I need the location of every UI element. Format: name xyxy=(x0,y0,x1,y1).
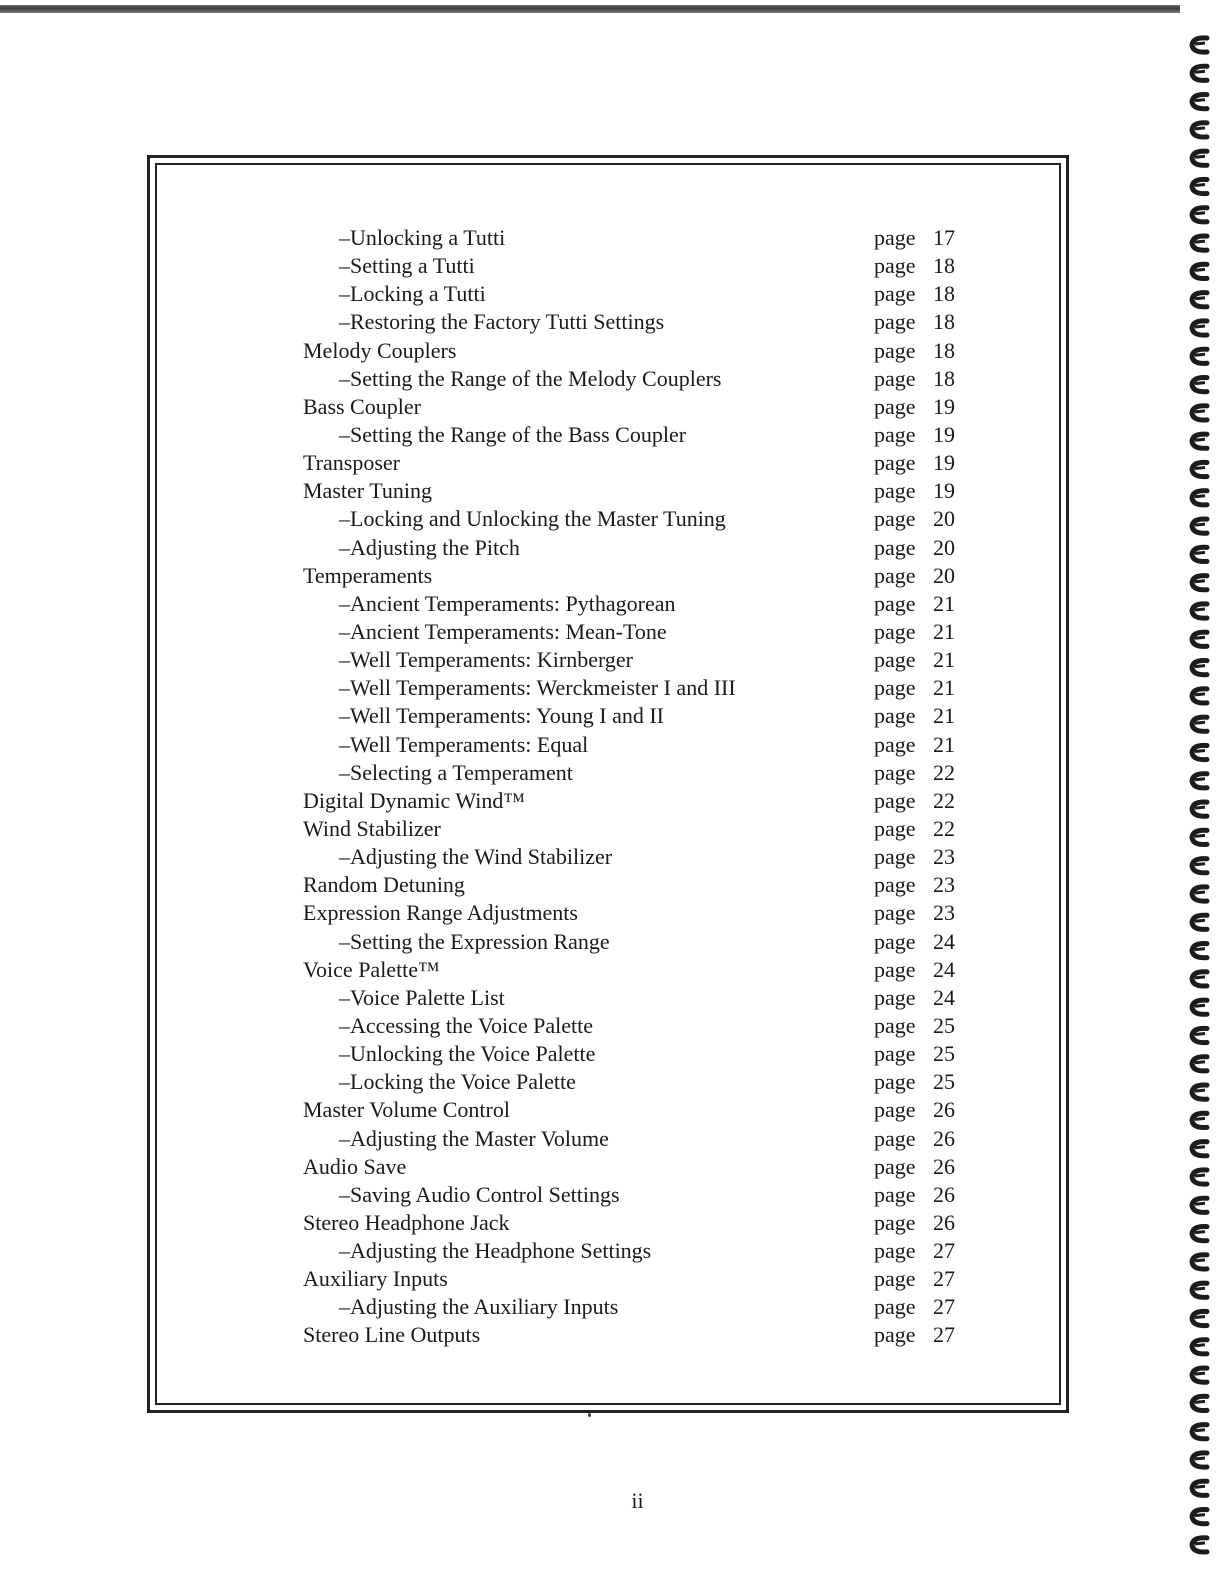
binding-ring xyxy=(1192,491,1207,505)
toc-page-number: 18 xyxy=(933,253,955,279)
toc-entry-title: –Adjusting the Auxiliary Inputs xyxy=(339,1294,619,1320)
toc-subentry xyxy=(303,702,1003,730)
binding-ring xyxy=(1192,1255,1207,1269)
toc-entry-title: Melody Couplers xyxy=(303,337,457,363)
toc-entry-title: –Setting the Range of the Melody Couplers xyxy=(339,365,722,391)
toc-page-label: page xyxy=(874,1069,916,1095)
toc-entry xyxy=(303,956,1003,984)
toc-entry-title: Transposer xyxy=(303,450,400,476)
binding-ring xyxy=(1192,1538,1207,1552)
toc-subentry xyxy=(303,843,1003,871)
toc-subentry xyxy=(303,365,1003,393)
toc-entry-title: Digital Dynamic Wind™ xyxy=(303,787,525,813)
toc-entry-title: Auxiliary Inputs xyxy=(303,1266,448,1292)
toc-page-number: 19 xyxy=(933,450,955,476)
toc-page-label: page xyxy=(874,956,916,982)
toc-page-number: 21 xyxy=(933,675,955,701)
binding-ring xyxy=(1192,1057,1207,1071)
binding-ring xyxy=(1192,943,1207,957)
binding-ring xyxy=(1192,1198,1207,1212)
spiral-binding xyxy=(1171,30,1221,1575)
toc-page-label: page xyxy=(874,253,916,279)
binding-ring xyxy=(1192,1340,1207,1354)
toc-page-number: 21 xyxy=(933,703,955,729)
toc-page-number: 19 xyxy=(933,421,955,447)
toc-page-label: page xyxy=(874,759,916,785)
toc-entry-title: –Unlocking a Tutti xyxy=(339,225,506,250)
toc-page-label: page xyxy=(874,562,916,588)
binding-ring xyxy=(1192,208,1207,222)
toc-page-label: page xyxy=(874,900,916,926)
binding-ring xyxy=(1192,1368,1207,1382)
toc-entry-title: Master Volume Control xyxy=(303,1097,510,1123)
toc-subentry xyxy=(303,252,1003,280)
toc-page-label: page xyxy=(874,928,916,954)
toc-entry-title: –Setting a Tutti xyxy=(339,253,475,279)
toc-page-label: page xyxy=(874,731,916,757)
toc-page-label: page xyxy=(874,1041,916,1067)
toc-entry-title: Temperaments xyxy=(303,562,433,588)
toc-subentry xyxy=(303,1012,1003,1040)
toc-page-label: page xyxy=(874,478,916,504)
toc-entry-title: –Ancient Temperaments: Pythagorean xyxy=(339,590,676,616)
toc-page-number: 26 xyxy=(933,1097,955,1123)
binding-ring xyxy=(1192,774,1207,788)
toc-entry-title: –Adjusting the Master Volume xyxy=(339,1125,609,1151)
toc-subentry xyxy=(303,674,1003,702)
binding-ring xyxy=(1192,1226,1207,1240)
toc-subentry xyxy=(303,759,1003,787)
binding-ring xyxy=(1192,1396,1207,1410)
binding-ring xyxy=(1192,321,1207,335)
binding-ring xyxy=(1192,632,1207,646)
toc-page-number: 18 xyxy=(933,309,955,335)
toc-subentry xyxy=(303,224,1003,252)
toc-page-number: 19 xyxy=(933,478,955,504)
toc-page-label: page xyxy=(874,844,916,870)
toc-page-number: 22 xyxy=(933,787,955,813)
toc-page-label: page xyxy=(874,421,916,447)
binding-ring xyxy=(1192,576,1207,590)
toc-page-number: 20 xyxy=(933,506,955,532)
toc-page-label: page xyxy=(874,1209,916,1235)
toc-subentry xyxy=(303,1237,1003,1265)
toc-subentry xyxy=(303,646,1003,674)
toc-page-number: 21 xyxy=(933,731,955,757)
scan-top-edge xyxy=(0,5,1180,13)
toc-page-number: 25 xyxy=(933,1041,955,1067)
toc-page-label: page xyxy=(874,1125,916,1151)
binding-ring xyxy=(1192,236,1207,250)
toc-entry-title: –Unlocking the Voice Palette xyxy=(339,1041,596,1067)
toc-page-number: 19 xyxy=(933,393,955,419)
toc-page-number: 21 xyxy=(933,647,955,673)
toc-page-number: 24 xyxy=(933,928,955,954)
toc-page-label: page xyxy=(874,647,916,673)
toc-subentry xyxy=(303,1068,1003,1096)
toc-page-label: page xyxy=(874,506,916,532)
toc-page-label: page xyxy=(874,393,916,419)
toc-page-label: page xyxy=(874,337,916,363)
toc-page-number: 18 xyxy=(933,337,955,363)
toc-page-number: 22 xyxy=(933,759,955,785)
toc-page-number: 23 xyxy=(933,900,955,926)
toc-entry-title: –Voice Palette List xyxy=(339,984,505,1010)
toc-entry xyxy=(303,1209,1003,1237)
toc-entry-title: –Accessing the Voice Palette xyxy=(339,1012,593,1038)
binding-ring xyxy=(1192,1142,1207,1156)
toc-entry xyxy=(303,337,1003,365)
toc-page-number: 27 xyxy=(933,1238,955,1264)
toc-page-label: page xyxy=(874,872,916,898)
binding-ring xyxy=(1192,377,1207,391)
toc-page-label: page xyxy=(874,984,916,1010)
toc-entry xyxy=(303,449,1003,477)
toc-page-number: 17 xyxy=(933,225,955,250)
toc-entry-title: –Restoring the Factory Tutti Settings xyxy=(339,309,665,335)
binding-ring xyxy=(1192,349,1207,363)
toc-page-label: page xyxy=(874,675,916,701)
toc-entry xyxy=(303,871,1003,899)
toc-page-number: 24 xyxy=(933,956,955,982)
binding-ring xyxy=(1192,689,1207,703)
toc-subentry xyxy=(303,421,1003,449)
table-of-contents xyxy=(303,224,1003,1350)
binding-ring xyxy=(1192,915,1207,929)
binding-ring xyxy=(1192,1028,1207,1042)
toc-page-number: 26 xyxy=(933,1181,955,1207)
binding-ring xyxy=(1192,547,1207,561)
toc-entry-title: Master Tuning xyxy=(303,478,432,504)
binding-ring xyxy=(1192,1113,1207,1127)
toc-entry-title: –Well Temperaments: Kirnberger xyxy=(339,647,634,673)
toc-page-number: 18 xyxy=(933,281,955,307)
toc-page-number: 24 xyxy=(933,984,955,1010)
toc-page-number: 27 xyxy=(933,1294,955,1320)
toc-entry-title: –Well Temperaments: Young I and II xyxy=(339,703,665,729)
toc-entry-title: –Well Temperaments: Equal xyxy=(339,731,589,757)
toc-entry-title: Bass Coupler xyxy=(303,393,421,419)
toc-page-number: 21 xyxy=(933,590,955,616)
toc-page-number: 26 xyxy=(933,1125,955,1151)
toc-page-label: page xyxy=(874,815,916,841)
toc-page-label: page xyxy=(874,1238,916,1264)
toc-page-number: 20 xyxy=(933,534,955,560)
toc-page-number: 27 xyxy=(933,1266,955,1292)
binding-ring xyxy=(1192,179,1207,193)
toc-entry-title: –Saving Audio Control Settings xyxy=(339,1181,620,1207)
toc-entry-title: –Setting the Range of the Bass Coupler xyxy=(339,421,687,447)
toc-page-label: page xyxy=(874,1181,916,1207)
toc-page-label: page xyxy=(874,1012,916,1038)
binding-ring xyxy=(1192,972,1207,986)
binding-ring xyxy=(1192,519,1207,533)
binding-ring xyxy=(1192,1453,1207,1467)
toc-entry xyxy=(303,1321,1003,1349)
binding-ring xyxy=(1192,94,1207,108)
toc-entry xyxy=(303,562,1003,590)
toc-page-number: 23 xyxy=(933,844,955,870)
toc-subentry xyxy=(303,618,1003,646)
toc-entry-title: –Ancient Temperaments: Mean-Tone xyxy=(339,618,667,644)
binding-ring xyxy=(1192,830,1207,844)
binding-ring xyxy=(1192,406,1207,420)
toc-subentry xyxy=(303,1125,1003,1153)
toc-subentry xyxy=(303,1040,1003,1068)
toc-page-label: page xyxy=(874,225,916,250)
binding-ring xyxy=(1192,745,1207,759)
toc-subentry xyxy=(303,590,1003,618)
toc-page-label: page xyxy=(874,787,916,813)
toc-entry-title: –Adjusting the Pitch xyxy=(339,534,520,560)
toc-subentry xyxy=(303,308,1003,336)
toc-page-label: page xyxy=(874,590,916,616)
scan-speck xyxy=(588,1413,591,1417)
toc-page-number: 23 xyxy=(933,872,955,898)
toc-entry-title: –Locking and Unlocking the Master Tuning xyxy=(339,506,726,532)
toc-page-number: 26 xyxy=(933,1153,955,1179)
toc-page-label: page xyxy=(874,618,916,644)
toc-entry-title: Voice Palette™ xyxy=(303,956,440,982)
binding-ring xyxy=(1192,123,1207,137)
toc-subentry xyxy=(303,731,1003,759)
toc-entry-title: –Setting the Expression Range xyxy=(339,928,610,954)
toc-page-number: 25 xyxy=(933,1012,955,1038)
toc-entry-title: Audio Save xyxy=(303,1153,407,1179)
toc-page-number: 18 xyxy=(933,365,955,391)
binding-ring xyxy=(1192,1311,1207,1325)
toc-entry-title: –Locking a Tutti xyxy=(339,281,486,307)
toc-page-label: page xyxy=(874,703,916,729)
binding-ring xyxy=(1192,151,1207,165)
binding-ring xyxy=(1192,717,1207,731)
toc-page-number: 20 xyxy=(933,562,955,588)
page-number: ii xyxy=(631,1488,644,1513)
toc-entry xyxy=(303,393,1003,421)
toc-entry-title: Stereo Headphone Jack xyxy=(303,1209,510,1235)
toc-subentry xyxy=(303,505,1003,533)
toc-subentry xyxy=(303,1181,1003,1209)
toc-page-label: page xyxy=(874,309,916,335)
toc-page-label: page xyxy=(874,1097,916,1123)
binding-ring xyxy=(1192,66,1207,80)
spiral-binding-graphic xyxy=(1171,30,1221,1575)
binding-ring xyxy=(1192,660,1207,674)
toc-page-label: page xyxy=(874,450,916,476)
toc-page-label: page xyxy=(874,1266,916,1292)
toc-page-number: 21 xyxy=(933,618,955,644)
toc-entry-title: –Adjusting the Wind Stabilizer xyxy=(339,844,613,870)
toc-entry xyxy=(303,1096,1003,1124)
toc-entry-title: –Locking the Voice Palette xyxy=(339,1069,576,1095)
binding-ring xyxy=(1192,434,1207,448)
toc-entry-title: –Well Temperaments: Werckmeister I and III xyxy=(339,675,736,701)
binding-ring xyxy=(1192,462,1207,476)
toc-entry xyxy=(303,1153,1003,1181)
toc-entry xyxy=(303,1265,1003,1293)
binding-ring xyxy=(1192,887,1207,901)
toc-entry xyxy=(303,899,1003,927)
binding-ring xyxy=(1192,1425,1207,1439)
toc-subentry xyxy=(303,534,1003,562)
toc-page-label: page xyxy=(874,365,916,391)
binding-ring xyxy=(1192,293,1207,307)
binding-ring xyxy=(1192,859,1207,873)
binding-ring xyxy=(1192,264,1207,278)
toc-subentry xyxy=(303,928,1003,956)
toc-page-label: page xyxy=(874,1153,916,1179)
binding-ring xyxy=(1192,604,1207,618)
binding-ring xyxy=(1192,1170,1207,1184)
toc-page-label: page xyxy=(874,1294,916,1320)
toc-entry xyxy=(303,477,1003,505)
toc-subentry xyxy=(303,280,1003,308)
binding-ring xyxy=(1192,1283,1207,1297)
binding-ring xyxy=(1192,1085,1207,1099)
toc-entry xyxy=(303,815,1003,843)
toc-page-label: page xyxy=(874,534,916,560)
toc-page-number: 27 xyxy=(933,1322,955,1348)
binding-ring xyxy=(1192,38,1207,52)
toc-entry-title: –Adjusting the Headphone Settings xyxy=(339,1238,652,1264)
toc-page-number: 26 xyxy=(933,1209,955,1235)
toc-entry-title: Random Detuning xyxy=(303,872,465,898)
toc-entry-title: –Selecting a Temperament xyxy=(339,759,573,785)
toc-page-number: 22 xyxy=(933,815,955,841)
toc-page-number: 25 xyxy=(933,1069,955,1095)
toc-subentry xyxy=(303,1293,1003,1321)
binding-ring xyxy=(1192,802,1207,816)
binding-ring xyxy=(1192,1000,1207,1014)
toc-entry-title: Expression Range Adjustments xyxy=(303,900,578,926)
toc-entry-title: Wind Stabilizer xyxy=(303,815,441,841)
toc-page-label: page xyxy=(874,281,916,307)
toc-entry xyxy=(303,787,1003,815)
toc-entry-title: Stereo Line Outputs xyxy=(303,1322,481,1348)
toc-page-label: page xyxy=(874,1322,916,1348)
toc-subentry xyxy=(303,984,1003,1012)
